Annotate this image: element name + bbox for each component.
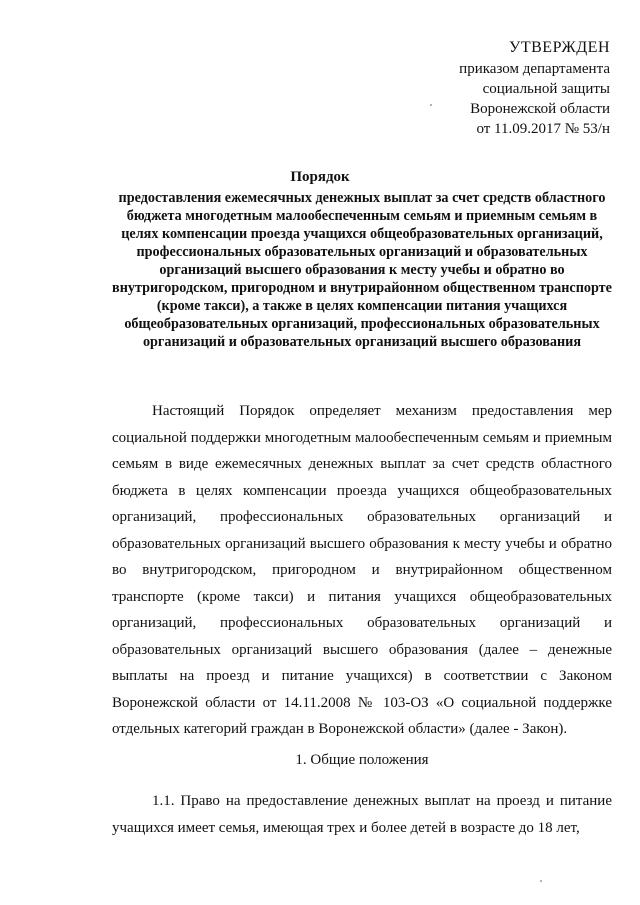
approval-line-date: от 11.09.2017 № 53/н [476,121,610,137]
approval-line-order: приказом департамента [459,61,610,77]
approval-line-department: социальной защиты [482,81,610,97]
scan-speck [430,104,432,106]
approval-block [350,38,610,139]
section-heading: 1. Общие положения [295,752,429,768]
scan-speck [540,880,542,882]
approval-title: УТВЕРЖДЕН [509,39,610,56]
document-title: Порядок [290,169,350,185]
intro-paragraph: Настоящий Порядок определяет механизм предоставления мер социальной поддержки многодетным малообеспеченным семьям и приемным семьям в виде ежемесячных денежных выплат за счет средств областного бюджета в целях компенсации проезда учащихся общеобразовательных организаций, профессиональных образовательных организаций и образовательных организаций высшего образования к месту учебы и обратно во внутригородском, пригородном и внутрирайонном общественном транспорте (кроме такси) и питания учащихся общеобразовательных организаций, профессиональных образовательных организаций и образовательных организаций высшего образования (далее – денежные выплаты на проезд и питание учащихся) в соответствии с Законом Воронежской области от 14.11.2008 № 103-ОЗ «О социальной поддержке отдельных категорий граждан в Воронежской области» (далее - Закон). [112,403,612,737]
approval-line-region: Воронежской области [470,101,610,117]
document-subtitle: предоставления ежемесячных денежных выплат за счет средств областного бюджета многодетным малообеспеченным семьям и приемным семьям в целях компенсации проезда учащихся общеобразовательных организаций, профессиональных образовательных организаций и образовательных организаций высшего образования к месту учебы и обратно во внутригородском, пригородном и внутрирайонном общественном транспорте (кроме такси), а также в целях компенсации питания учащихся общеобразовательных организаций, профессиональных образовательных организаций и образовательных организаций высшего образования [112,190,612,350]
section-paragraph: 1.1. Право на предоставление денежных выплат на проезд и питание учащихся имеет семья, имеющая трех и более детей в возрасте до 18 лет, [112,793,612,836]
